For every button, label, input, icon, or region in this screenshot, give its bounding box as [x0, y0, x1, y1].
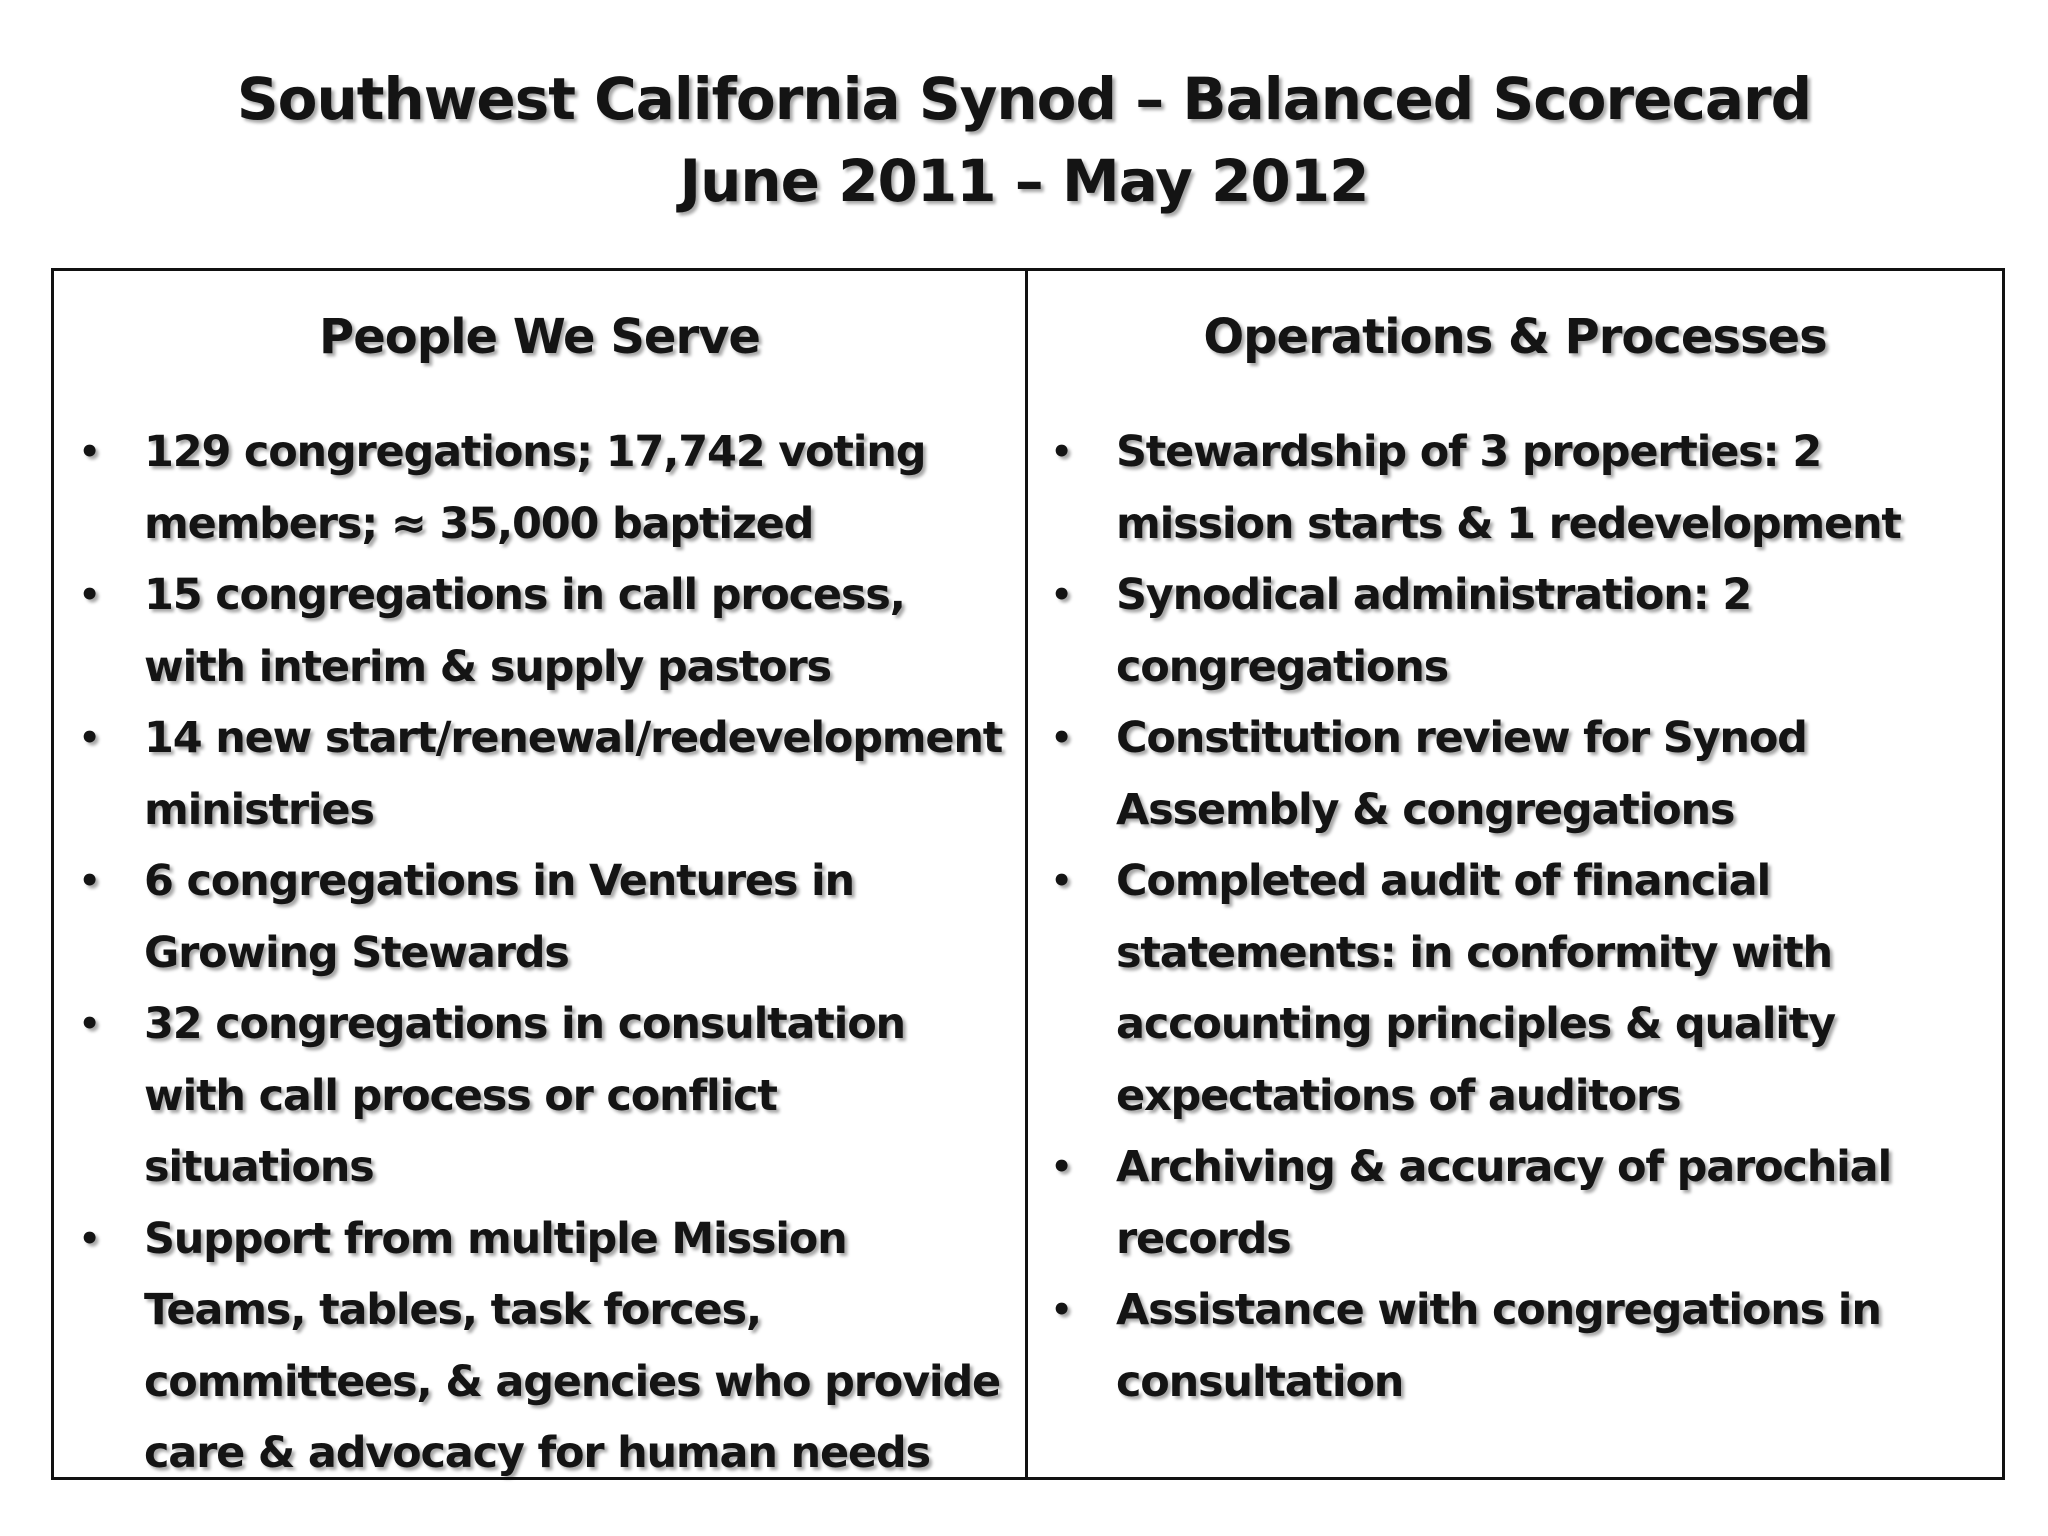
list-item-text: Stewardship of 3 properties: 2 mission starts & 1 redevelopment	[1116, 427, 1901, 549]
list-item-text: Constitution review for Synod Assembly & congregations	[1116, 713, 1807, 835]
list-item	[66, 989, 1015, 1204]
bullet-icon: •	[78, 1004, 100, 1044]
list-item	[1038, 1275, 1996, 1418]
list-item-text: 14 new start/renewal/redevelopment ministries	[144, 713, 1003, 835]
list-item	[66, 1204, 1015, 1490]
people-we-serve-list	[66, 417, 1015, 1490]
list-item	[66, 560, 1015, 703]
bullet-icon: •	[1050, 1290, 1072, 1330]
scorecard-table	[51, 268, 2005, 1480]
operations-processes-list	[1038, 417, 1996, 1418]
bullet-icon: •	[78, 575, 100, 615]
title-line-1: Southwest California Synod – Balanced Scorecard	[236, 65, 1812, 133]
list-item-text: Synodical administration: 2 congregations	[1116, 570, 1752, 692]
bullet-icon: •	[78, 718, 100, 758]
list-item-text: Assistance with congregations in consultation	[1116, 1285, 1881, 1407]
list-item	[66, 703, 1015, 846]
list-item-text: 129 congregations; 17,742 voting members; ≈ 35,000 baptized	[144, 427, 926, 549]
list-item-text: Archiving & accuracy of parochial records	[1116, 1142, 1892, 1264]
bullet-icon: •	[1050, 718, 1072, 758]
list-item	[66, 846, 1015, 989]
list-item	[1038, 417, 1996, 560]
title-line-2: June 2011 – May 2012	[679, 147, 1369, 215]
bullet-icon: •	[78, 1218, 100, 1259]
page-title	[0, 58, 2048, 222]
list-item	[66, 417, 1015, 560]
column-heading: People We Serve	[319, 309, 760, 365]
bullet-icon: •	[1050, 861, 1072, 901]
list-item-text: 15 congregations in call process, with interim & supply pastors	[144, 570, 905, 692]
list-item	[1038, 703, 1996, 846]
bullet-icon: •	[78, 861, 100, 901]
list-item	[1038, 560, 1996, 703]
list-item	[1038, 846, 1996, 1132]
operations-processes-column	[1028, 271, 2002, 1477]
list-item-text: 6 congregations in Ventures in Growing Stewards	[144, 856, 854, 978]
bullet-icon: •	[1050, 575, 1072, 615]
column-heading: Operations & Processes	[1203, 309, 1827, 365]
bullet-icon: •	[78, 432, 100, 472]
list-item-text: Support from multiple Mission Teams, tables, task forces, committees, & agencies who provide care & advocacy for human needs	[144, 1213, 1001, 1478]
people-we-serve-column	[54, 271, 1028, 1477]
list-item-text: Completed audit of financial statements: in conformity with accounting principles & quality expectations of auditors	[1116, 856, 1835, 1121]
list-item	[1038, 1132, 1996, 1275]
list-item-text: 32 congregations in consultation with call process or conflict situations	[144, 999, 905, 1192]
bullet-icon: •	[1050, 432, 1072, 472]
bullet-icon: •	[1050, 1147, 1072, 1187]
